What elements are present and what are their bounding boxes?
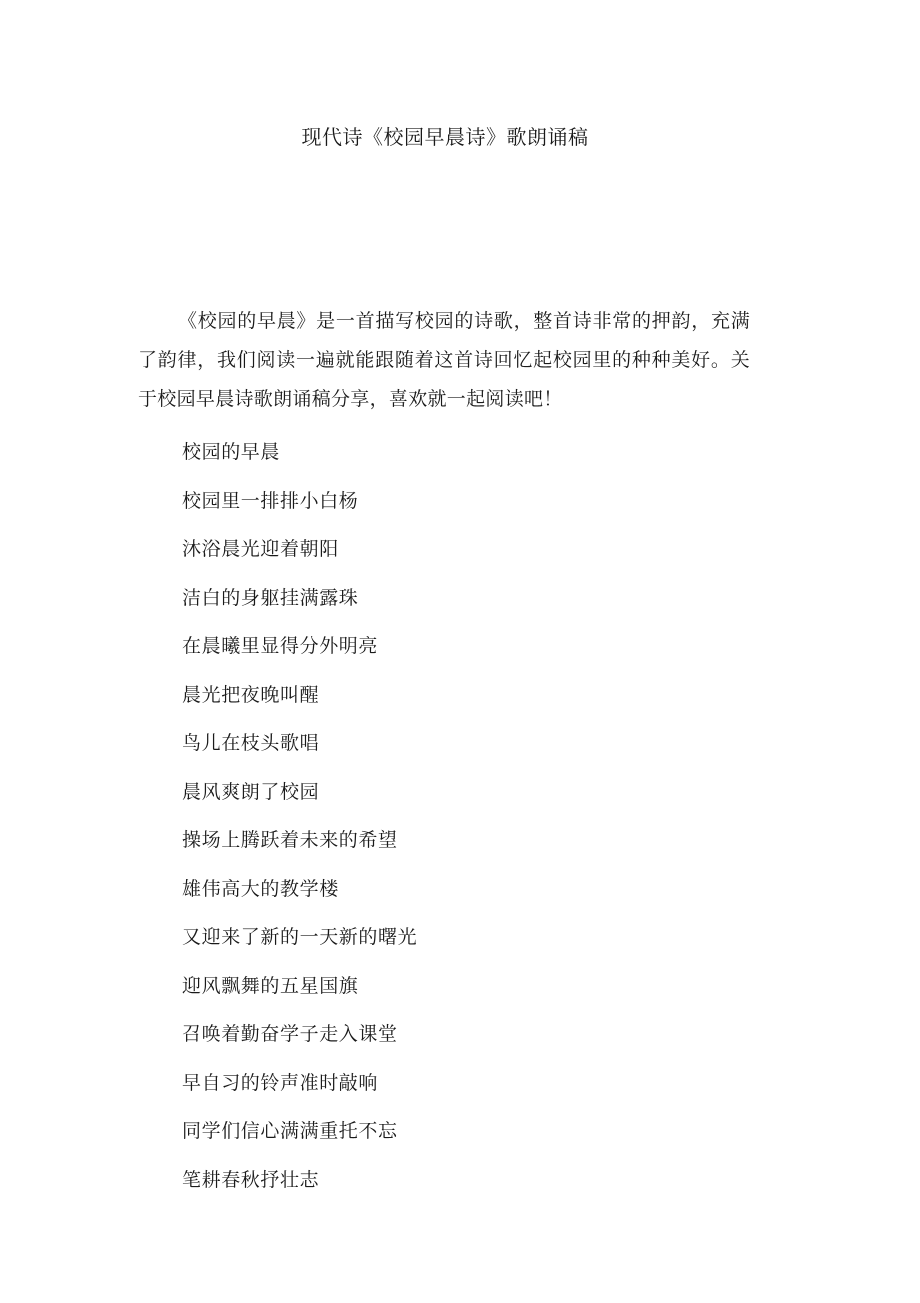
poem-line: 召唤着勤奋学子走入课堂 [182, 1023, 398, 1045]
poem-line: 校园的早晨 [182, 441, 281, 463]
poem-line: 操场上腾跃着未来的希望 [182, 829, 398, 851]
document-title: 现代诗《校园早晨诗》歌朗诵稿 [301, 125, 589, 149]
poem-line: 洁白的身躯挂满露珠 [182, 586, 359, 609]
poem-line: 晨光把夜晚叫醒 [182, 683, 320, 706]
poem-line: 晨风爽朗了校园 [182, 780, 320, 803]
poem-line: 又迎来了新的一天新的曙光 [182, 926, 418, 948]
intro-paragraph: 《校园的早晨》是一首描写校园的诗歌，整首诗非常的押韵，充满了韵律，我们阅读一遍就能跟随着这首诗回忆起校园里的种种美好。关于校园早晨诗歌朗诵稿分享，喜欢就一起阅读吧！ [138, 310, 750, 410]
poem-line: 沐浴晨光迎着朝阳 [182, 538, 339, 560]
poem-line: 迎风飘舞的五星国旗 [182, 974, 359, 997]
poem-line: 同学们信心满满重托不忘 [182, 1120, 398, 1142]
poem-line: 鸟儿在枝头歌唱 [182, 732, 320, 754]
poem-line: 笔耕春秋抒壮志 [182, 1168, 320, 1191]
poem-line: 早自习的铃声准时敲响 [182, 1071, 379, 1094]
poem-line: 校园里一排排小白杨 [182, 489, 359, 512]
poem-line: 在晨曦里显得分外明亮 [182, 635, 379, 657]
poem-line: 雄伟高大的教学楼 [182, 877, 339, 900]
poem-lines [182, 433, 417, 1209]
